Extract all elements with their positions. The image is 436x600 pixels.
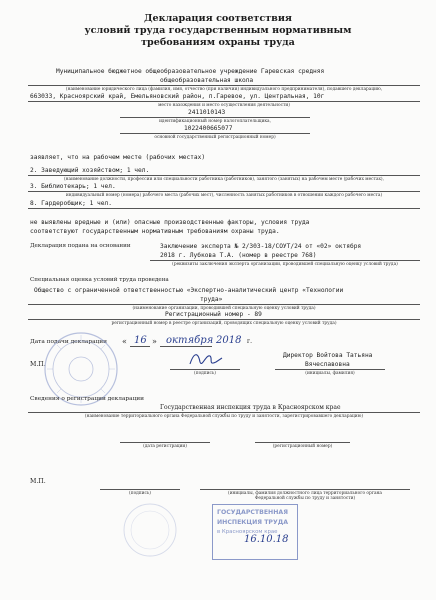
- basis-label: Декларация подана на основании: [30, 243, 131, 249]
- workplace-item-3-underline: [28, 208, 420, 209]
- title-line-2: условий труда государственным нормативным: [84, 25, 352, 36]
- assessment-org-underline: [28, 304, 420, 305]
- assessment-reg-caption: регистрационный номер в реестре организаций, проводящих специальную оценку условий труда): [111, 321, 337, 326]
- registration-authority: Государственная инспекция труда в Красноярском крае: [160, 404, 341, 411]
- employer-inn: 2411010143: [188, 109, 226, 116]
- workplace-item-1-underline: [28, 175, 420, 176]
- statement-line-2: соответствуют государственным нормативным требованиям охраны труда.: [30, 228, 280, 235]
- director-signature-icon: [186, 350, 226, 370]
- stamp-line-3: в Красноярском крае: [217, 529, 278, 535]
- signatory-underline: [275, 369, 385, 370]
- employer-ogrn-caption: основной государственный регистрационный номер): [154, 135, 276, 140]
- date-day-underline: [130, 346, 150, 347]
- registration-date-caption: (дата регистрации): [143, 444, 187, 449]
- basis-line-1: Заключение эксперта № 2/303-18/СОУТ/24 от «02» октября: [160, 243, 362, 250]
- faded-seal-icon: [120, 500, 180, 560]
- signatory-line-2: Вячеславовна: [305, 361, 350, 368]
- date-quote-close: »: [152, 337, 157, 346]
- employer-name-caption: (наименование юридического лица (фамилия, имя, отчество (при наличии) индивидуального предпринимателя), подавшего декларацию,: [65, 87, 383, 92]
- employer-address-caption: место нахождения и место осуществления деятельности): [158, 103, 290, 108]
- basis-line-2: 2018 г. Лубкова Т.А. (номер в реестре 768): [160, 252, 317, 259]
- inspection-stamp: [212, 504, 298, 560]
- registration-official-underline: [200, 489, 410, 490]
- registration-authority-underline: [28, 412, 420, 413]
- employer-name-line-2: общеобразовательная школа: [160, 77, 254, 84]
- employer-name-underline: [28, 85, 420, 86]
- assessment-org-line-1: Общество с ограниченной ответственностью «Экспертно-аналитический центр «Технологии: [34, 287, 344, 294]
- date-month-underline: [160, 346, 212, 347]
- stamp-handwritten-date: 16.10.18: [244, 534, 289, 545]
- submission-date-day: 16: [134, 335, 147, 346]
- assessment-reg-underline: [28, 319, 420, 320]
- employer-inn-underline: [120, 117, 310, 118]
- date-quote-open: «: [122, 337, 127, 346]
- workplace-item-2-underline: [28, 191, 420, 192]
- statement-line-1: не выявлены вредные и (или) опасные производственные факторы, условия труда: [30, 219, 310, 226]
- employer-address-underline: [28, 101, 420, 102]
- basis-caption: (реквизиты заключения эксперта организации, проводившей специальную оценку условий труда): [172, 262, 398, 267]
- submission-mp: М.П.: [30, 361, 46, 368]
- employer-address: 663033, Красноярский край, Емельяновский район, п.Гаревое, ул. Центральная, 10г: [30, 93, 325, 100]
- registration-official-caption-1: (инициалы, фамилия должностного лица территориального органа: [228, 491, 382, 496]
- employer-inn-caption: идентификационный номер налогоплательщика,: [159, 119, 271, 124]
- declares-intro: заявляет, что на рабочем месте (рабочих местах): [30, 154, 206, 161]
- assessment-label: Специальная оценка условий труда проведена: [30, 277, 169, 283]
- workplace-item-2-caption: индивидуальный номер (номера) рабочего места (рабочих мест), численность занятых работников в отношении каждого рабочего места): [65, 193, 383, 198]
- assessment-org-caption: (наименование организации, проводившей специальную оценку условий труда): [132, 306, 316, 311]
- submission-date-year: 2018: [216, 335, 242, 346]
- submission-date-suffix: г.: [247, 338, 253, 345]
- workplace-item-1: 2. Заведующий хозяйством; 1 чел.: [30, 167, 150, 174]
- title-line-1: Декларация соответствия: [143, 13, 293, 24]
- registration-sign-caption: (подпись): [129, 491, 151, 496]
- basis-underline: [150, 260, 420, 261]
- initials-caption: (инициалы, фамилия): [305, 371, 355, 376]
- registration-official-caption-2: Федеральной службы по труду и занятости): [254, 496, 356, 501]
- assessment-org-line-2: труда»: [200, 296, 223, 303]
- workplace-item-3: 8. Гардеробщик; 1 чел.: [30, 200, 112, 207]
- submission-date-month: октября: [166, 335, 214, 346]
- signatory-line-1: Директор Войтова Татьяна: [283, 352, 373, 359]
- signature-caption: (подпись): [194, 371, 216, 376]
- employer-ogrn: 1022400665077: [184, 125, 233, 132]
- employer-ogrn-underline: [120, 133, 310, 134]
- workplace-item-2: 3. Библиотекарь; 1 чел.: [30, 183, 116, 190]
- registration-number-caption: (регистрационный номер): [272, 444, 333, 449]
- registration-mp: М.П.: [30, 478, 46, 485]
- submission-date-label: Дата подачи декларации: [30, 339, 107, 345]
- employer-name-line-1: Муниципальное бюджетное общеобразовательное учреждение Гаревская средняя: [56, 68, 325, 75]
- stamp-line-2: ИНСПЕКЦИЯ ТРУДА: [217, 519, 289, 526]
- title-line-3: требованиям охраны труда: [141, 37, 295, 48]
- registration-number-underline: [255, 442, 350, 443]
- registration-heading: Сведения о регистрации декларации: [30, 396, 145, 402]
- assessment-reg-number: Регистрационный номер - 89: [165, 311, 262, 318]
- stamp-line-1: ГОСУДАРСТВЕННАЯ: [217, 509, 288, 516]
- workplace-item-1-caption: (наименование должности, профессии или специальности работника (работников), занятого (занятых) на рабочем месте (рабочих местах),: [64, 177, 384, 182]
- registration-sign-underline: [100, 489, 180, 490]
- registration-authority-caption: (наименование территориального органа Федеральной службы по труду и занятости, зарегистрировавшего декларацию): [84, 414, 364, 419]
- registration-date-underline: [120, 442, 210, 443]
